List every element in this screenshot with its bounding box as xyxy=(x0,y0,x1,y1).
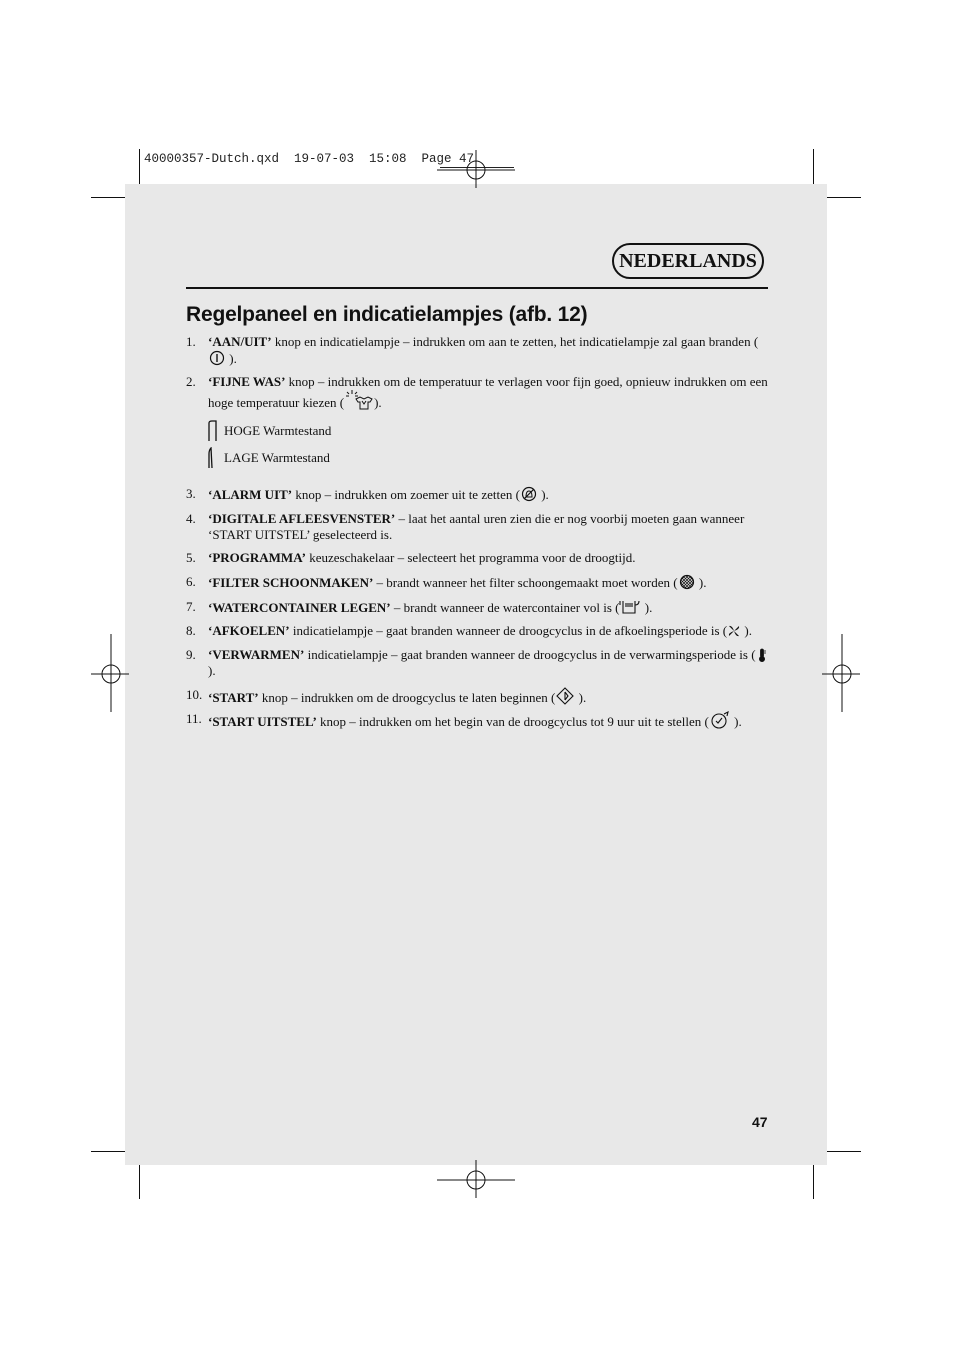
item-number: 5. xyxy=(186,550,196,565)
item-text: indicatielampje – gaat branden wanneer de droogcyclus in de verwarmingsperiode is ( xyxy=(304,647,756,662)
water-container-icon xyxy=(619,599,641,615)
item-text: knop en indicatielampje – indrukken om aan te zetten, het indicatielampje zal gaan branden ( xyxy=(271,334,759,349)
alarm-off-icon xyxy=(520,486,538,502)
fan-icon xyxy=(727,624,741,638)
registration-mark-right xyxy=(822,634,862,714)
item-number: 11. xyxy=(186,711,202,726)
item-text: knop – indrukken om zoemer uit te zetten ( xyxy=(292,487,520,502)
item-text-end: ). xyxy=(374,395,382,410)
item-text: knop – indrukken om de temperatuur te verlagen voor fijn goed, opnieuw indrukken om een hoge temperatuur kiezen ( xyxy=(208,374,768,410)
item-number: 8. xyxy=(186,623,196,638)
list-item xyxy=(186,374,768,411)
item-label: ‘VERWARMEN’ xyxy=(208,647,305,662)
file-slug: 40000357-Dutch.qxd 19-07-03 15:08 Page 47 xyxy=(144,152,475,166)
item-text: knop – indrukken om de droogcyclus te laten beginnen ( xyxy=(258,690,556,705)
item-label: ‘WATERCONTAINER LEGEN’ xyxy=(208,600,391,615)
power-icon xyxy=(208,350,226,366)
crop-mark xyxy=(139,1161,140,1199)
item-label: ‘DIGITALE AFLEESVENSTER’ xyxy=(208,511,396,526)
item-text-end: ). xyxy=(226,351,237,366)
list-item xyxy=(186,550,768,566)
crop-mark xyxy=(139,149,140,187)
item-text: knop – indrukken om het begin van de droogcyclus tot 9 uur uit te stellen ( xyxy=(316,714,709,729)
language-badge: NEDERLANDS xyxy=(612,243,764,279)
item-label: ‘PROGRAMMA’ xyxy=(208,550,306,565)
item-label: ‘ALARM UIT’ xyxy=(208,487,293,502)
item-text: indicatielampje – gaat branden wanneer de droogcyclus in de afkoelingsperiode is ( xyxy=(289,623,728,638)
item-text-end: ). xyxy=(695,575,707,590)
list-item xyxy=(186,623,768,639)
crop-mark xyxy=(823,197,861,198)
heat-setting-high xyxy=(207,420,331,442)
item-number: 7. xyxy=(186,599,196,614)
header-rule xyxy=(186,287,768,289)
filter-icon xyxy=(678,574,696,590)
heat-setting-low xyxy=(207,447,330,469)
list-item xyxy=(186,647,768,679)
item-text: keuzeschakelaar – selecteert het programma voor de droogtijd. xyxy=(305,550,636,565)
item-label: ‘START’ xyxy=(208,690,259,705)
crop-mark xyxy=(813,1161,814,1199)
page-title: Regelpaneel en indicatielampjes (afb. 12) xyxy=(186,303,588,326)
item-label: ‘FILTER SCHOONMAKEN’ xyxy=(208,575,374,590)
item-text-end: ). xyxy=(730,714,742,729)
item-number: 1. xyxy=(186,334,196,349)
list-item xyxy=(186,334,768,367)
delicate-wash-icon xyxy=(344,390,374,410)
page-number: 47 xyxy=(752,1114,768,1130)
registration-mark-bottom xyxy=(437,1160,517,1200)
registration-mark-top xyxy=(437,150,517,190)
list-item xyxy=(186,599,768,616)
item-text: – laat het aantal uren zien die er nog voorbij moeten gaan wanneer ‘START UITSTEL’ geselecteerd is. xyxy=(208,511,745,542)
delay-start-icon xyxy=(709,711,731,729)
item-label: ‘START UITSTEL’ xyxy=(208,714,317,729)
item-text: – brandt wanneer het filter schoongemaakt moet worden ( xyxy=(373,575,678,590)
list-item xyxy=(186,711,768,730)
list-item xyxy=(186,687,768,706)
item-text-end: ). xyxy=(575,690,587,705)
crop-mark xyxy=(813,149,814,187)
thermometer-icon xyxy=(756,648,768,662)
crop-mark xyxy=(823,1151,861,1152)
list-item xyxy=(186,574,768,591)
item-number: 9. xyxy=(186,647,196,662)
item-number: 3. xyxy=(186,486,196,501)
start-icon xyxy=(555,687,575,705)
item-number: 2. xyxy=(186,374,196,389)
high-heat-icon xyxy=(207,420,221,442)
item-text-end: ). xyxy=(208,663,216,678)
heat-label: HOGE Warmtestand xyxy=(224,423,332,438)
list-item xyxy=(186,486,768,503)
item-label: ‘AFKOELEN’ xyxy=(208,623,290,638)
item-number: 6. xyxy=(186,574,196,589)
item-number: 4. xyxy=(186,511,196,526)
item-label: ‘FIJNE WAS’ xyxy=(208,374,286,389)
item-text: – brandt wanneer de watercontainer vol is ( xyxy=(390,600,620,615)
item-text-end: ). xyxy=(741,623,752,638)
item-text-end: ). xyxy=(641,600,653,615)
item-number: 10. xyxy=(186,687,203,702)
heat-label: LAGE Warmtestand xyxy=(224,450,330,465)
registration-mark-left xyxy=(91,634,131,714)
item-label: ‘AAN/UIT’ xyxy=(208,334,272,349)
item-text-end: ). xyxy=(537,487,549,502)
list-item xyxy=(186,511,768,543)
low-heat-icon xyxy=(207,447,221,469)
